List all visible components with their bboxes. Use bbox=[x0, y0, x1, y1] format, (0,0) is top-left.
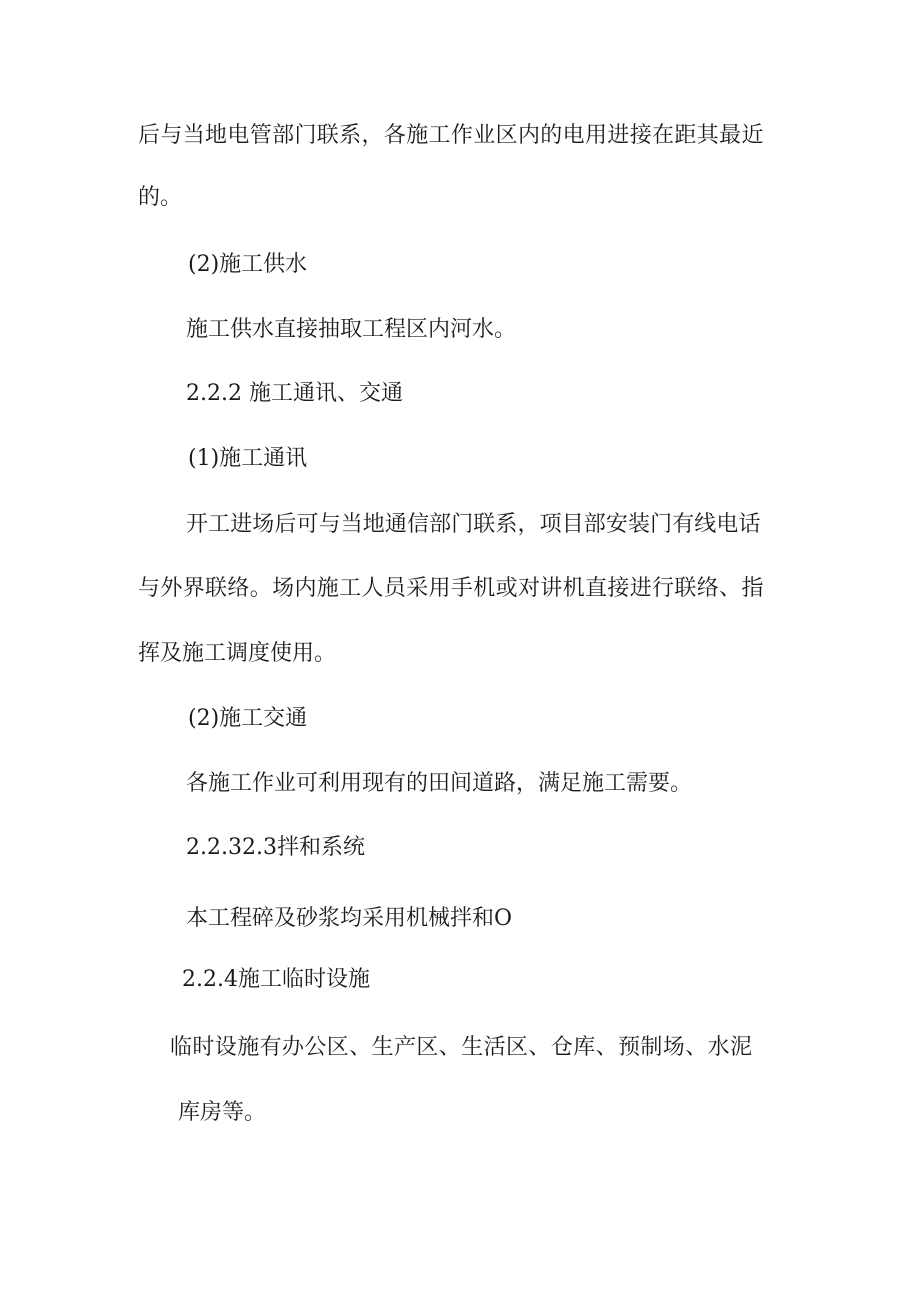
paragraph-communication-line-1: 开工进场后可与当地通信部门联系，项目部安装门有线电话 bbox=[186, 512, 761, 537]
paragraph-mixing: 本工程碎及砂浆均采用机械拌和O bbox=[186, 906, 513, 931]
heading-water-supply: (2)施工供水 bbox=[188, 252, 308, 277]
paragraph-facilities-line-1: 临时设施有办公区、生产区、生活区、仓库、预制场、水泥 bbox=[170, 1035, 753, 1060]
heading-traffic: (2)施工交通 bbox=[188, 706, 308, 731]
section-heading-2-2-3: 2.2.32.3拌和系统 bbox=[186, 835, 365, 860]
section-heading-2-2-4: 2.2.4施工临时设施 bbox=[182, 967, 370, 992]
paragraph-traffic: 各施工作业可利用现有的田间道路，满足施工需要。 bbox=[186, 771, 693, 796]
paragraph-water-supply: 施工供水直接抽取工程区内河水。 bbox=[186, 317, 517, 342]
paragraph-power-continued-line-1: 后与当地电管部门联系，各施工作业区内的电用进接在距其最近 bbox=[138, 123, 764, 148]
paragraph-communication-line-3: 挥及施工调度使用。 bbox=[138, 641, 337, 666]
heading-communication: (1)施工通讯 bbox=[188, 446, 308, 471]
paragraph-facilities-line-2: 库房等。 bbox=[178, 1100, 267, 1125]
paragraph-communication-line-2: 与外界联络。场内施工人员采用手机或对讲机直接进行联络、指 bbox=[138, 576, 764, 601]
section-heading-2-2-2: 2.2.2 施工通讯、交通 bbox=[186, 381, 403, 406]
paragraph-power-continued-line-2: 的。 bbox=[138, 185, 183, 210]
